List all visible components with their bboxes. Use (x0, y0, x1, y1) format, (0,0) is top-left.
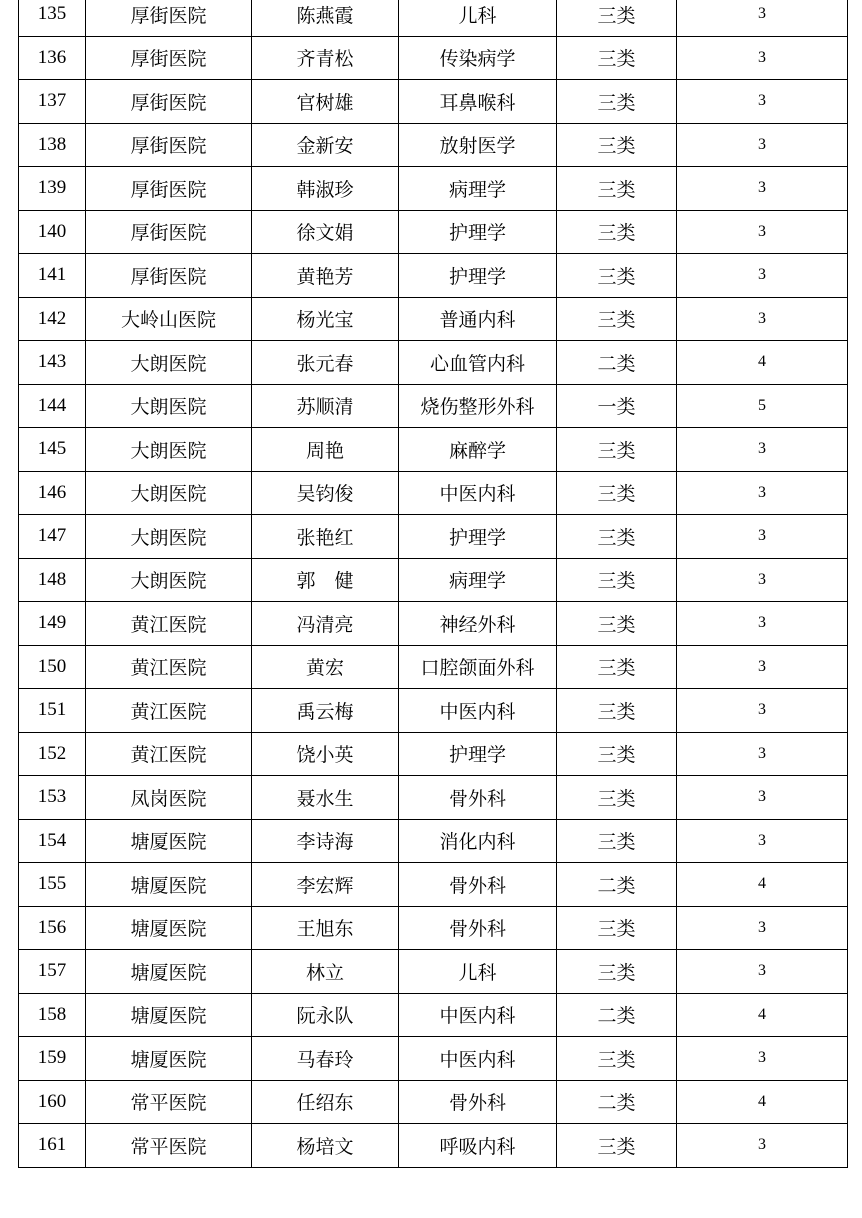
person-name-cell: 黄艳芳 (252, 254, 399, 298)
person-name-cell: 任绍东 (252, 1080, 399, 1124)
score-cell: 3 (677, 297, 848, 341)
person-name-cell: 马春玲 (252, 1037, 399, 1081)
category-cell: 三类 (557, 123, 677, 167)
score-cell: 3 (677, 515, 848, 559)
specialty-cell: 中医内科 (399, 1037, 557, 1081)
hospital-cell: 黄江医院 (86, 689, 252, 733)
hospital-cell: 大朗医院 (86, 341, 252, 385)
hospital-cell: 黄江医院 (86, 645, 252, 689)
specialty-cell: 口腔颌面外科 (399, 645, 557, 689)
person-name-cell: 林立 (252, 950, 399, 994)
person-name-cell: 王旭东 (252, 906, 399, 950)
score-cell: 3 (677, 558, 848, 602)
category-cell: 三类 (557, 0, 677, 36)
category-cell: 三类 (557, 950, 677, 994)
score-cell: 3 (677, 1124, 848, 1168)
row-number-cell: 146 (19, 471, 86, 515)
row-number-cell: 136 (19, 36, 86, 80)
score-cell: 4 (677, 341, 848, 385)
table-row (19, 0, 848, 36)
score-cell: 4 (677, 993, 848, 1037)
hospital-cell: 厚街医院 (86, 0, 252, 36)
row-number-cell: 159 (19, 1037, 86, 1081)
hospital-cell: 塘厦医院 (86, 993, 252, 1037)
score-cell: 4 (677, 863, 848, 907)
score-cell: 3 (677, 645, 848, 689)
score-cell: 3 (677, 0, 848, 36)
hospital-cell: 厚街医院 (86, 80, 252, 124)
specialty-cell: 护理学 (399, 210, 557, 254)
specialty-cell: 儿科 (399, 950, 557, 994)
table-row (19, 1037, 848, 1081)
category-cell: 三类 (557, 689, 677, 733)
person-name-cell: 金新安 (252, 123, 399, 167)
specialty-cell: 护理学 (399, 732, 557, 776)
category-cell: 三类 (557, 906, 677, 950)
person-name-cell: 黄宏 (252, 645, 399, 689)
score-cell: 3 (677, 167, 848, 211)
specialty-cell: 神经外科 (399, 602, 557, 646)
category-cell: 三类 (557, 210, 677, 254)
table-row (19, 254, 848, 298)
category-cell: 三类 (557, 297, 677, 341)
score-cell: 3 (677, 36, 848, 80)
table-row (19, 80, 848, 124)
person-name-cell: 苏顺清 (252, 384, 399, 428)
score-cell: 3 (677, 1037, 848, 1081)
row-number-cell: 147 (19, 515, 86, 559)
row-number-cell: 149 (19, 602, 86, 646)
row-number-cell: 144 (19, 384, 86, 428)
row-number-cell: 151 (19, 689, 86, 733)
row-number-cell: 160 (19, 1080, 86, 1124)
hospital-cell: 大朗医院 (86, 558, 252, 602)
table-row (19, 1124, 848, 1168)
hospital-cell: 凤岗医院 (86, 776, 252, 820)
hospital-cell: 塘厦医院 (86, 906, 252, 950)
specialty-cell: 骨外科 (399, 776, 557, 820)
hospital-cell: 厚街医院 (86, 123, 252, 167)
score-cell: 3 (677, 80, 848, 124)
person-name-cell: 徐文娟 (252, 210, 399, 254)
specialty-cell: 护理学 (399, 254, 557, 298)
table-row (19, 471, 848, 515)
person-name-cell: 李宏辉 (252, 863, 399, 907)
person-name-cell: 禹云梅 (252, 689, 399, 733)
category-cell: 三类 (557, 36, 677, 80)
person-name-cell: 韩淑珍 (252, 167, 399, 211)
score-cell: 3 (677, 602, 848, 646)
score-cell: 3 (677, 732, 848, 776)
score-cell: 3 (677, 776, 848, 820)
score-cell: 3 (677, 428, 848, 472)
table-row (19, 384, 848, 428)
person-name-cell: 杨光宝 (252, 297, 399, 341)
score-cell: 5 (677, 384, 848, 428)
row-number-cell: 137 (19, 80, 86, 124)
hospital-cell: 常平医院 (86, 1080, 252, 1124)
specialty-cell: 传染病学 (399, 36, 557, 80)
row-number-cell: 142 (19, 297, 86, 341)
category-cell: 三类 (557, 80, 677, 124)
person-name-cell: 冯清亮 (252, 602, 399, 646)
specialty-cell: 护理学 (399, 515, 557, 559)
row-number-cell: 161 (19, 1124, 86, 1168)
table-row (19, 645, 848, 689)
person-name-cell: 杨培文 (252, 1124, 399, 1168)
category-cell: 三类 (557, 428, 677, 472)
hospital-cell: 黄江医院 (86, 732, 252, 776)
table-row (19, 906, 848, 950)
category-cell: 二类 (557, 1080, 677, 1124)
score-cell: 3 (677, 254, 848, 298)
row-number-cell: 155 (19, 863, 86, 907)
score-cell: 3 (677, 210, 848, 254)
table-row (19, 558, 848, 602)
category-cell: 三类 (557, 1037, 677, 1081)
row-number-cell: 143 (19, 341, 86, 385)
hospital-cell: 大岭山医院 (86, 297, 252, 341)
category-cell: 三类 (557, 515, 677, 559)
table-body (19, 0, 848, 1167)
hospital-cell: 大朗医院 (86, 384, 252, 428)
category-cell: 三类 (557, 732, 677, 776)
table-row (19, 602, 848, 646)
table-row (19, 123, 848, 167)
table-row (19, 732, 848, 776)
category-cell: 三类 (557, 471, 677, 515)
category-cell: 三类 (557, 254, 677, 298)
row-number-cell: 150 (19, 645, 86, 689)
category-cell: 二类 (557, 341, 677, 385)
category-cell: 一类 (557, 384, 677, 428)
table-row (19, 297, 848, 341)
row-number-cell: 152 (19, 732, 86, 776)
table-row (19, 167, 848, 211)
person-name-cell: 周艳 (252, 428, 399, 472)
specialty-cell: 消化内科 (399, 819, 557, 863)
table-row (19, 36, 848, 80)
person-name-cell: 陈燕霞 (252, 0, 399, 36)
table-row (19, 341, 848, 385)
row-number-cell: 141 (19, 254, 86, 298)
table-row (19, 776, 848, 820)
specialty-cell: 烧伤整形外科 (399, 384, 557, 428)
row-number-cell: 139 (19, 167, 86, 211)
category-cell: 三类 (557, 819, 677, 863)
hospital-cell: 常平医院 (86, 1124, 252, 1168)
person-name-cell: 聂水生 (252, 776, 399, 820)
specialty-cell: 麻醉学 (399, 428, 557, 472)
score-cell: 3 (677, 950, 848, 994)
row-number-cell: 156 (19, 906, 86, 950)
specialty-cell: 耳鼻喉科 (399, 80, 557, 124)
table-row (19, 950, 848, 994)
score-cell: 3 (677, 689, 848, 733)
specialty-cell: 放射医学 (399, 123, 557, 167)
category-cell: 三类 (557, 167, 677, 211)
table-row (19, 863, 848, 907)
personnel-table (18, 0, 848, 1168)
specialty-cell: 中医内科 (399, 689, 557, 733)
specialty-cell: 骨外科 (399, 863, 557, 907)
specialty-cell: 儿科 (399, 0, 557, 36)
category-cell: 三类 (557, 776, 677, 820)
hospital-cell: 塘厦医院 (86, 1037, 252, 1081)
specialty-cell: 病理学 (399, 558, 557, 602)
category-cell: 三类 (557, 558, 677, 602)
person-name-cell: 郭 健 (252, 558, 399, 602)
specialty-cell: 骨外科 (399, 1080, 557, 1124)
row-number-cell: 135 (19, 0, 86, 36)
score-cell: 4 (677, 1080, 848, 1124)
hospital-cell: 厚街医院 (86, 210, 252, 254)
person-name-cell: 饶小英 (252, 732, 399, 776)
person-name-cell: 张元春 (252, 341, 399, 385)
score-cell: 3 (677, 123, 848, 167)
row-number-cell: 145 (19, 428, 86, 472)
hospital-cell: 塘厦医院 (86, 950, 252, 994)
person-name-cell: 李诗海 (252, 819, 399, 863)
hospital-cell: 大朗医院 (86, 515, 252, 559)
score-cell: 3 (677, 906, 848, 950)
person-name-cell: 官树雄 (252, 80, 399, 124)
row-number-cell: 138 (19, 123, 86, 167)
score-cell: 3 (677, 819, 848, 863)
row-number-cell: 148 (19, 558, 86, 602)
hospital-cell: 塘厦医院 (86, 863, 252, 907)
person-name-cell: 齐青松 (252, 36, 399, 80)
specialty-cell: 骨外科 (399, 906, 557, 950)
row-number-cell: 158 (19, 993, 86, 1037)
table-row (19, 993, 848, 1037)
person-name-cell: 张艳红 (252, 515, 399, 559)
person-name-cell: 吴钧俊 (252, 471, 399, 515)
table-row (19, 428, 848, 472)
specialty-cell: 中医内科 (399, 993, 557, 1037)
row-number-cell: 154 (19, 819, 86, 863)
row-number-cell: 157 (19, 950, 86, 994)
specialty-cell: 心血管内科 (399, 341, 557, 385)
hospital-cell: 厚街医院 (86, 254, 252, 298)
specialty-cell: 呼吸内科 (399, 1124, 557, 1168)
table-row (19, 689, 848, 733)
specialty-cell: 中医内科 (399, 471, 557, 515)
table-row (19, 515, 848, 559)
hospital-cell: 大朗医院 (86, 471, 252, 515)
row-number-cell: 140 (19, 210, 86, 254)
score-cell: 3 (677, 471, 848, 515)
row-number-cell: 153 (19, 776, 86, 820)
table-row (19, 1080, 848, 1124)
table-row (19, 210, 848, 254)
hospital-cell: 大朗医院 (86, 428, 252, 472)
specialty-cell: 病理学 (399, 167, 557, 211)
hospital-cell: 黄江医院 (86, 602, 252, 646)
category-cell: 三类 (557, 645, 677, 689)
hospital-cell: 厚街医院 (86, 167, 252, 211)
person-name-cell: 阮永队 (252, 993, 399, 1037)
category-cell: 三类 (557, 602, 677, 646)
category-cell: 二类 (557, 993, 677, 1037)
specialty-cell: 普通内科 (399, 297, 557, 341)
category-cell: 二类 (557, 863, 677, 907)
table-row (19, 819, 848, 863)
hospital-cell: 塘厦医院 (86, 819, 252, 863)
category-cell: 三类 (557, 1124, 677, 1168)
hospital-cell: 厚街医院 (86, 36, 252, 80)
